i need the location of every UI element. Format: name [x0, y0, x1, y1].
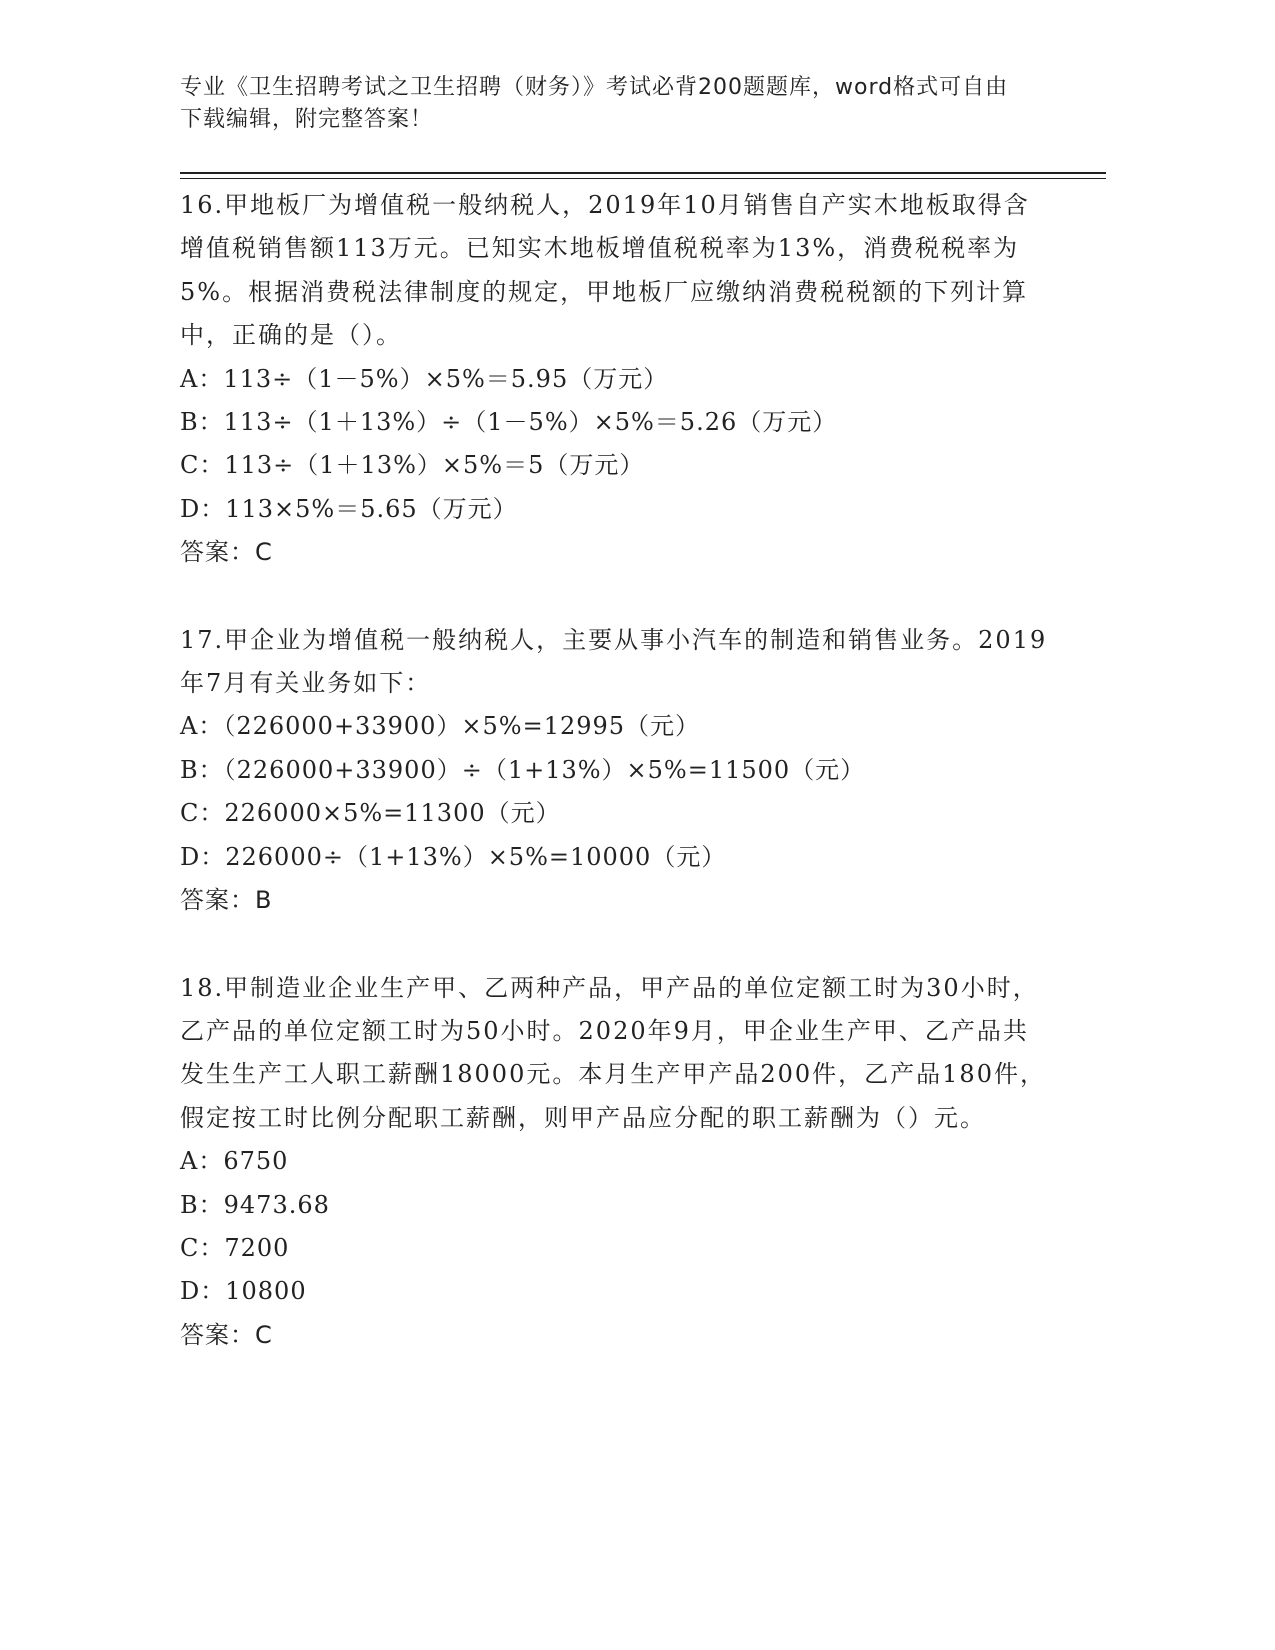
- question-stem: 16.甲地板厂为增值税一般纳税人，2019年10月销售自产实木地板取得含增值税销售额113万元。已知实木地板增值税税率为13%，消费税税率为5%。根据消费税法律制度的规定，甲地板厂应缴纳消费税税额的下列计算中，正确的是（）。: [180, 191, 1030, 350]
- question-18: [180, 967, 1050, 1358]
- document-header: [180, 72, 1030, 136]
- answer-line: 答案：C: [180, 1320, 273, 1349]
- option-a: A：113÷（1－5%）×5%＝5.95（万元）: [180, 364, 669, 393]
- option-b: B：113÷（1＋13%）÷（1－5%）×5%＝5.26（万元）: [180, 408, 838, 437]
- header-divider-thin: [180, 178, 1106, 179]
- option-a: A：（226000+33900）×5%=12995（元）: [180, 712, 701, 741]
- question-list: [180, 184, 1050, 1401]
- option-d: D：226000÷（1+13%）×5%=10000（元）: [180, 842, 727, 871]
- header-divider-thick: [180, 172, 1106, 174]
- answer-line: 答案：C: [180, 538, 273, 567]
- answer-line: 答案：B: [180, 886, 273, 915]
- option-d: D：10800: [180, 1277, 307, 1306]
- header-title: 专业《卫生招聘考试之卫生招聘（财务）》考试必背200题题库，word格式可自由下载编辑，附完整答案！: [180, 75, 1009, 132]
- question-16: [180, 184, 1050, 575]
- question-stem: 18.甲制造业企业生产甲、乙两种产品，甲产品的单位定额工时为30小时，乙产品的单位定额工时为50小时。2020年9月，甲企业生产甲、乙产品共发生生产工人职工薪酬18000元。本月生产甲产品200件，乙产品180件，假定按工时比例分配职工薪酬，则甲产品应分配的职工薪酬为（）元。: [180, 973, 1046, 1132]
- question-17: [180, 619, 1050, 923]
- option-a: A：6750: [180, 1147, 289, 1176]
- option-b: B：（226000+33900）÷（1+13%）×5%=11500（元）: [180, 755, 866, 784]
- option-b: B：9473.68: [180, 1190, 330, 1219]
- question-stem: 17.甲企业为增值税一般纳税人，主要从事小汽车的制造和销售业务。2019年7月有关业务如下：: [180, 625, 1048, 698]
- option-c: C：226000×5%=11300（元）: [180, 799, 561, 828]
- option-c: C：113÷（1＋13%）×5%＝5（万元）: [180, 451, 645, 480]
- option-c: C：7200: [180, 1233, 290, 1262]
- option-d: D：113×5%＝5.65（万元）: [180, 494, 518, 523]
